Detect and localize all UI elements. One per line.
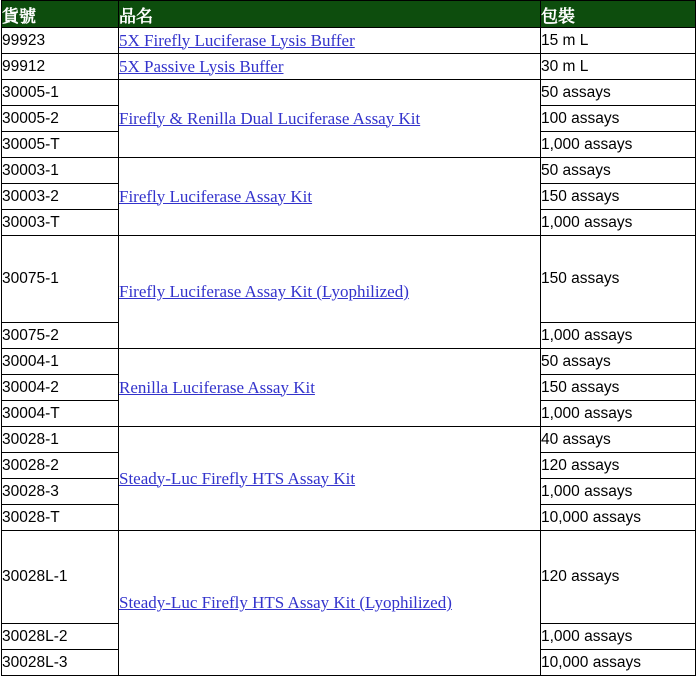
catalog-number: 30005-T [2,132,119,158]
product-name-cell [119,28,541,54]
catalog-number: 30028L-3 [2,650,119,676]
catalog-number: 30028-T [2,505,119,531]
catalog-number: 30028L-2 [2,624,119,650]
package-size: 120 assays [541,531,696,624]
product-name-cell [119,427,541,531]
product-name-cell [119,349,541,427]
product-name-cell [119,158,541,236]
catalog-number: 30003-1 [2,158,119,184]
catalog-number: 30004-2 [2,375,119,401]
catalog-number: 30028-1 [2,427,119,453]
package-size: 40 assays [541,427,696,453]
package-size: 100 assays [541,106,696,132]
header-package: 包裝 [541,1,696,28]
product-link[interactable]: Steady-Luc Firefly HTS Assay Kit [119,468,356,488]
package-size: 150 assays [541,375,696,401]
package-size: 10,000 assays [541,505,696,531]
package-size: 15 m L [541,28,696,54]
package-size: 1,000 assays [541,479,696,505]
catalog-number: 30005-2 [2,106,119,132]
package-size: 1,000 assays [541,210,696,236]
table-row [2,349,696,375]
product-link[interactable]: Steady-Luc Firefly HTS Assay Kit (Lyophilized) [119,593,452,612]
package-size: 120 assays [541,453,696,479]
catalog-number: 99923 [2,28,119,54]
catalog-number: 30075-2 [2,323,119,349]
catalog-number: 30028L-1 [2,531,119,624]
table-row [2,427,696,453]
catalog-number: 30004-1 [2,349,119,375]
package-size: 50 assays [541,80,696,106]
package-size: 1,000 assays [541,132,696,158]
product-name-cell [119,80,541,158]
product-name-cell [119,54,541,80]
product-table [1,0,696,676]
table-row [2,158,696,184]
product-link[interactable]: Renilla Luciferase Assay Kit [119,377,315,397]
package-size: 30 m L [541,54,696,80]
catalog-number: 30075-1 [2,236,119,323]
table-row [2,531,696,624]
product-name-cell [119,236,541,349]
table-row [2,28,696,54]
catalog-number: 30028-3 [2,479,119,505]
catalog-number: 30028-2 [2,453,119,479]
package-size: 50 assays [541,158,696,184]
package-size: 10,000 assays [541,650,696,676]
table-row [2,236,696,323]
product-name-cell [119,531,541,676]
package-size: 1,000 assays [541,323,696,349]
table-header-row [2,1,696,28]
product-link[interactable]: 5X Passive Lysis Buffer [119,56,284,76]
header-catalog-number: 貨號 [2,1,119,28]
catalog-number: 30003-T [2,210,119,236]
package-size: 50 assays [541,349,696,375]
catalog-number: 30005-1 [2,80,119,106]
package-size: 1,000 assays [541,401,696,427]
package-size: 150 assays [541,184,696,210]
table-row [2,54,696,80]
package-size: 150 assays [541,236,696,323]
table-row [2,80,696,106]
catalog-number: 30004-T [2,401,119,427]
product-link[interactable]: Firefly & Renilla Dual Luciferase Assay Kit [119,108,421,128]
header-product-name: 品名 [119,1,541,28]
package-size: 1,000 assays [541,624,696,650]
product-link[interactable]: Firefly Luciferase Assay Kit (Lyophilized) [119,282,409,301]
catalog-number: 30003-2 [2,184,119,210]
catalog-number: 99912 [2,54,119,80]
product-link[interactable]: Firefly Luciferase Assay Kit [119,186,313,206]
product-link[interactable]: 5X Firefly Luciferase Lysis Buffer [119,30,355,50]
